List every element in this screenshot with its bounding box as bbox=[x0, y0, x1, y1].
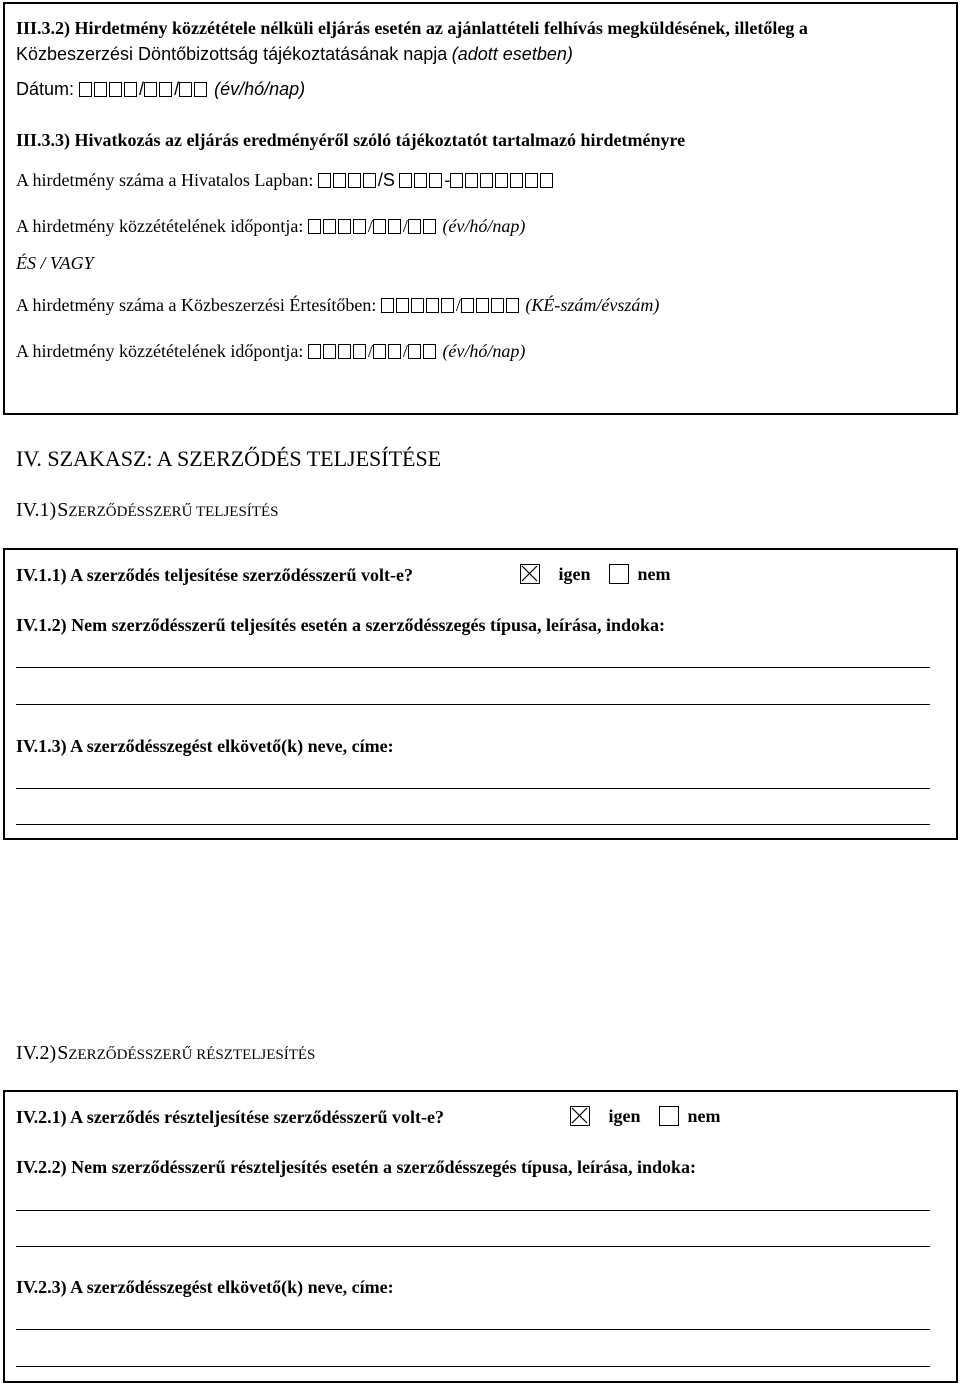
date-label: Dátum: bbox=[16, 79, 75, 99]
answer-line-iv-2-2-a[interactable] bbox=[16, 1210, 930, 1211]
oj-number-row bbox=[16, 171, 555, 189]
section-iii-3-2-heading: III.3.2) Hirdetmény közzététele nélküli eljárás esetén az ajánlattételi felhívás megküldésének, illetőleg a bbox=[16, 18, 808, 38]
answer-line-iv-1-2-a[interactable] bbox=[16, 667, 930, 668]
date-format-hint-2: (év/hó/nap) bbox=[442, 341, 526, 361]
yes-checkbox-iv-1-1[interactable] bbox=[520, 564, 540, 584]
yes-checkbox-iv-2-1[interactable] bbox=[570, 1106, 590, 1126]
q-iv-2-1-label: IV.2.1) A szerződés részteljesítése szerződésszerű volt-e? bbox=[16, 1107, 445, 1127]
section-iv-2-first-letter: S bbox=[57, 1042, 69, 1064]
answer-line-iv-1-3-a[interactable] bbox=[16, 788, 930, 789]
pub-date-field-2[interactable]: / / bbox=[308, 341, 438, 361]
no-label-iv-2-1: nem bbox=[687, 1106, 721, 1126]
ke-format-hint: (KÉ-szám/évszám) bbox=[525, 295, 660, 315]
q-iv-1-3-label: IV.1.3) A szerződésszegést elkövető(k) neve, címe: bbox=[16, 736, 394, 756]
answer-line-iv-1-3-b[interactable] bbox=[16, 824, 930, 825]
section-iv-1-rest: ZERZŐDÉSSZERŰ TELJESÍTÉS bbox=[68, 504, 279, 520]
q-iv-1-1-options bbox=[520, 564, 671, 584]
no-checkbox-iv-1-1[interactable] bbox=[609, 564, 629, 584]
pub-date-row-1 bbox=[16, 217, 525, 235]
oj-s-prefix: /S bbox=[377, 170, 395, 190]
oj-number-label: A hirdetmény száma a Hivatalos Lapban: bbox=[16, 170, 314, 190]
answer-line-iv-2-2-b[interactable] bbox=[16, 1246, 930, 1247]
section-iv-2-rest: ZERZŐDÉSSZERŰ RÉSZTELJESÍTÉS bbox=[68, 1047, 316, 1063]
section-iii-3-2-heading-bold: Közbeszerzési Döntőbizottság tájékoztatásának napja bbox=[16, 44, 448, 64]
q-iv-1-1-label: IV.1.1) A szerződés teljesítése szerződésszerű volt-e? bbox=[16, 565, 414, 585]
pub-date-label-2: A hirdetmény közzétételének időpontja: bbox=[16, 341, 304, 361]
date-format-hint: (év/hó/nap) bbox=[214, 79, 306, 99]
pub-date-row-2 bbox=[16, 342, 525, 360]
and-or-label: ÉS / VAGY bbox=[16, 253, 94, 273]
q-iv-1-2-label: IV.1.2) Nem szerződésszerű teljesítés esetén a szerződésszegés típusa, leírása, indoka: bbox=[16, 615, 666, 635]
section-iii-3-2-heading-line2 bbox=[16, 45, 573, 63]
q-iv-2-2-label: IV.2.2) Nem szerződésszerű részteljesítés esetén a szerződésszegés típusa, leírása, indoka: bbox=[16, 1157, 697, 1177]
ke-number-label: A hirdetmény száma a Közbeszerzési Értesítőben: bbox=[16, 295, 377, 315]
date-row-iii-3-2 bbox=[16, 80, 305, 98]
ke-number-row bbox=[16, 296, 659, 314]
date-field[interactable]: / / bbox=[79, 79, 209, 99]
no-label-iv-1-1: nem bbox=[637, 564, 671, 584]
section-iv-1-heading bbox=[16, 500, 278, 520]
no-checkbox-iv-2-1[interactable] bbox=[659, 1106, 679, 1126]
q-iv-1-1-row bbox=[16, 566, 413, 584]
section-iv-2-box bbox=[3, 1090, 958, 1383]
answer-line-iv-2-3-a[interactable] bbox=[16, 1329, 930, 1330]
section-iv-title: IV. SZAKASZ: A SZERZŐDÉS TELJESÍTÉSE bbox=[16, 446, 442, 471]
q-iv-2-1-options bbox=[570, 1106, 721, 1126]
yes-label-iv-1-1: igen bbox=[558, 564, 591, 584]
section-iv-1-box bbox=[3, 548, 958, 840]
answer-line-iv-1-2-b[interactable] bbox=[16, 704, 930, 705]
section-iii-3-2-heading-note: (adott esetben) bbox=[451, 44, 573, 64]
section-iv-2-heading bbox=[16, 1043, 315, 1063]
oj-number-field[interactable] bbox=[318, 170, 556, 190]
pub-date-label: A hirdetmény közzétételének időpontja: bbox=[16, 216, 304, 236]
q-iv-2-3-label: IV.2.3) A szerződésszegést elkövető(k) neve, címe: bbox=[16, 1277, 394, 1297]
section-iv-1-num: IV.1) bbox=[16, 499, 57, 521]
yes-label-iv-2-1: igen bbox=[608, 1106, 641, 1126]
section-iv-2-num: IV.2) bbox=[16, 1042, 57, 1064]
section-iv-1-first-letter: S bbox=[57, 499, 69, 521]
answer-line-iv-2-3-b[interactable] bbox=[16, 1366, 930, 1367]
date-format-hint: (év/hó/nap) bbox=[442, 216, 526, 236]
section-iii-3-3-heading: III.3.3) Hivatkozás az eljárás eredményéről szóló tájékoztatót tartalmazó hirdetményre bbox=[16, 130, 686, 150]
q-iv-2-1-row bbox=[16, 1108, 444, 1126]
pub-date-field[interactable]: / / bbox=[308, 216, 438, 236]
ke-number-field[interactable]: / bbox=[381, 295, 521, 315]
oj-dash: - bbox=[444, 170, 451, 190]
